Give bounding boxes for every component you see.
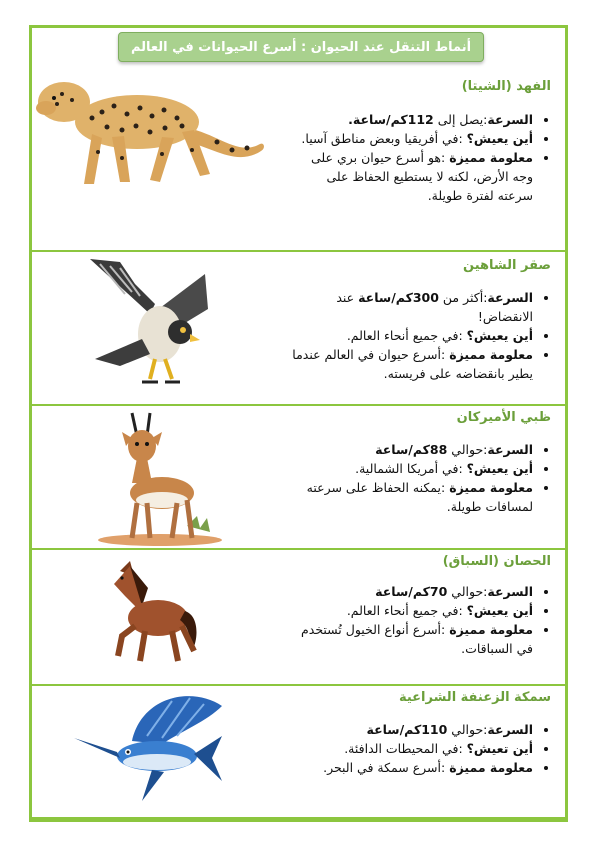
speed-value: 70كم/ساعة [375,584,448,599]
speed-value: 110كم/ساعة [366,722,448,737]
habitat-label: أين يعيش؟ [466,131,533,146]
animal-section-pronghorn [32,406,565,548]
fact-text: :يمكنه الحفاظ على سرعته لمسافات طويلة. [306,480,533,514]
fact-text: :هو أسرع حيوان بري على وجه الأرض، لكنه لا يستطيع الحفاظ على سرعته لفترة طويلة. [310,150,533,203]
fact-item [285,345,533,383]
habitat-text: :في أمريكا الشمالية. [355,461,467,476]
fact-item [285,758,533,777]
habitat-label: أين يعيش؟ [466,603,533,618]
falcon-image [80,254,215,392]
page-title [118,32,484,62]
fact-item [288,148,533,205]
speed-text: :أكثر من [438,290,488,305]
fact-label: معلومة مميزة [449,150,533,165]
habitat-item [285,601,533,620]
animal-section-falcon [32,252,565,404]
habitat-text: :في جميع أنحاء العالم. [346,603,467,618]
speed-label: السرعة [487,584,533,599]
fact-label: معلومة مميزة [449,480,533,495]
sailfish-image [72,686,232,811]
habitat-item [285,459,533,478]
facts-list [285,582,551,658]
animal-name: ظبي الأميركان [456,410,551,425]
page-title-text: أنماط التنقل عند الحيوان : أسرع الحيوانات في العالم [130,39,472,55]
speed-item [288,110,533,129]
speed-value: 300كم/ساعة [358,290,439,305]
fact-label: معلومة مميزة [449,760,533,775]
animal-section-cheetah [32,64,565,250]
facts-list [288,110,551,205]
animal-section-horse [32,550,565,684]
habitat-label: أين يعيش؟ [466,461,533,476]
fact-text: :أسرع حيوان في العالم عندما يطير بانقضاضه على فريسته. [292,347,533,381]
speed-item [285,440,533,459]
speed-label: السرعة [487,112,533,127]
habitat-item [285,326,533,345]
speed-value: 88كم/ساعة [375,442,448,457]
animal-name: صقر الشاهين [463,258,551,273]
animal-name: سمكة الزعنفة الشراعية [398,690,551,705]
speed-value: 112كم/ساعة. [348,112,434,127]
speed-tail: عند الانقضاض! [336,290,533,324]
speed-item [285,582,533,601]
animal-name: الحصان (السباق) [442,554,551,569]
habitat-item [288,129,533,148]
animal-section-sailfish [32,686,565,816]
animal-name: الفهد (الشيتا) [461,79,551,94]
fact-label: معلومة مميزة [449,347,533,362]
bottom-rule [29,820,568,822]
speed-label: السرعة [487,722,533,737]
speed-text: :حوالي [447,722,488,737]
habitat-label: أين يعيش؟ [466,328,533,343]
speed-text: :حوالي [447,584,488,599]
speed-label: السرعة [487,290,533,305]
habitat-item [285,739,533,758]
fact-text: :أسرع سمكة في البحر. [323,760,450,775]
speed-text: :يصل إلى [433,112,488,127]
habitat-label: أين تعيش؟ [466,741,533,756]
facts-list [285,288,551,383]
facts-list [285,440,551,516]
horse-image [100,556,200,671]
fact-text: :أسرع أنواع الخيول تُستخدم في السباقات. [301,622,533,656]
speed-item [285,720,533,739]
facts-list [285,720,551,777]
habitat-text: :في أفريقيا وبعض مناطق آسيا. [301,131,467,146]
speed-item [285,288,533,326]
habitat-text: :في جميع أنحاء العالم. [346,328,467,343]
speed-text: :حوالي [447,442,488,457]
cheetah-image [32,72,267,197]
fact-item [285,620,533,658]
fact-item [285,478,533,516]
speed-label: السرعة [487,442,533,457]
fact-label: معلومة مميزة [449,622,533,637]
habitat-text: :في المحيطات الدافئة. [344,741,467,756]
pronghorn-image [92,408,227,546]
